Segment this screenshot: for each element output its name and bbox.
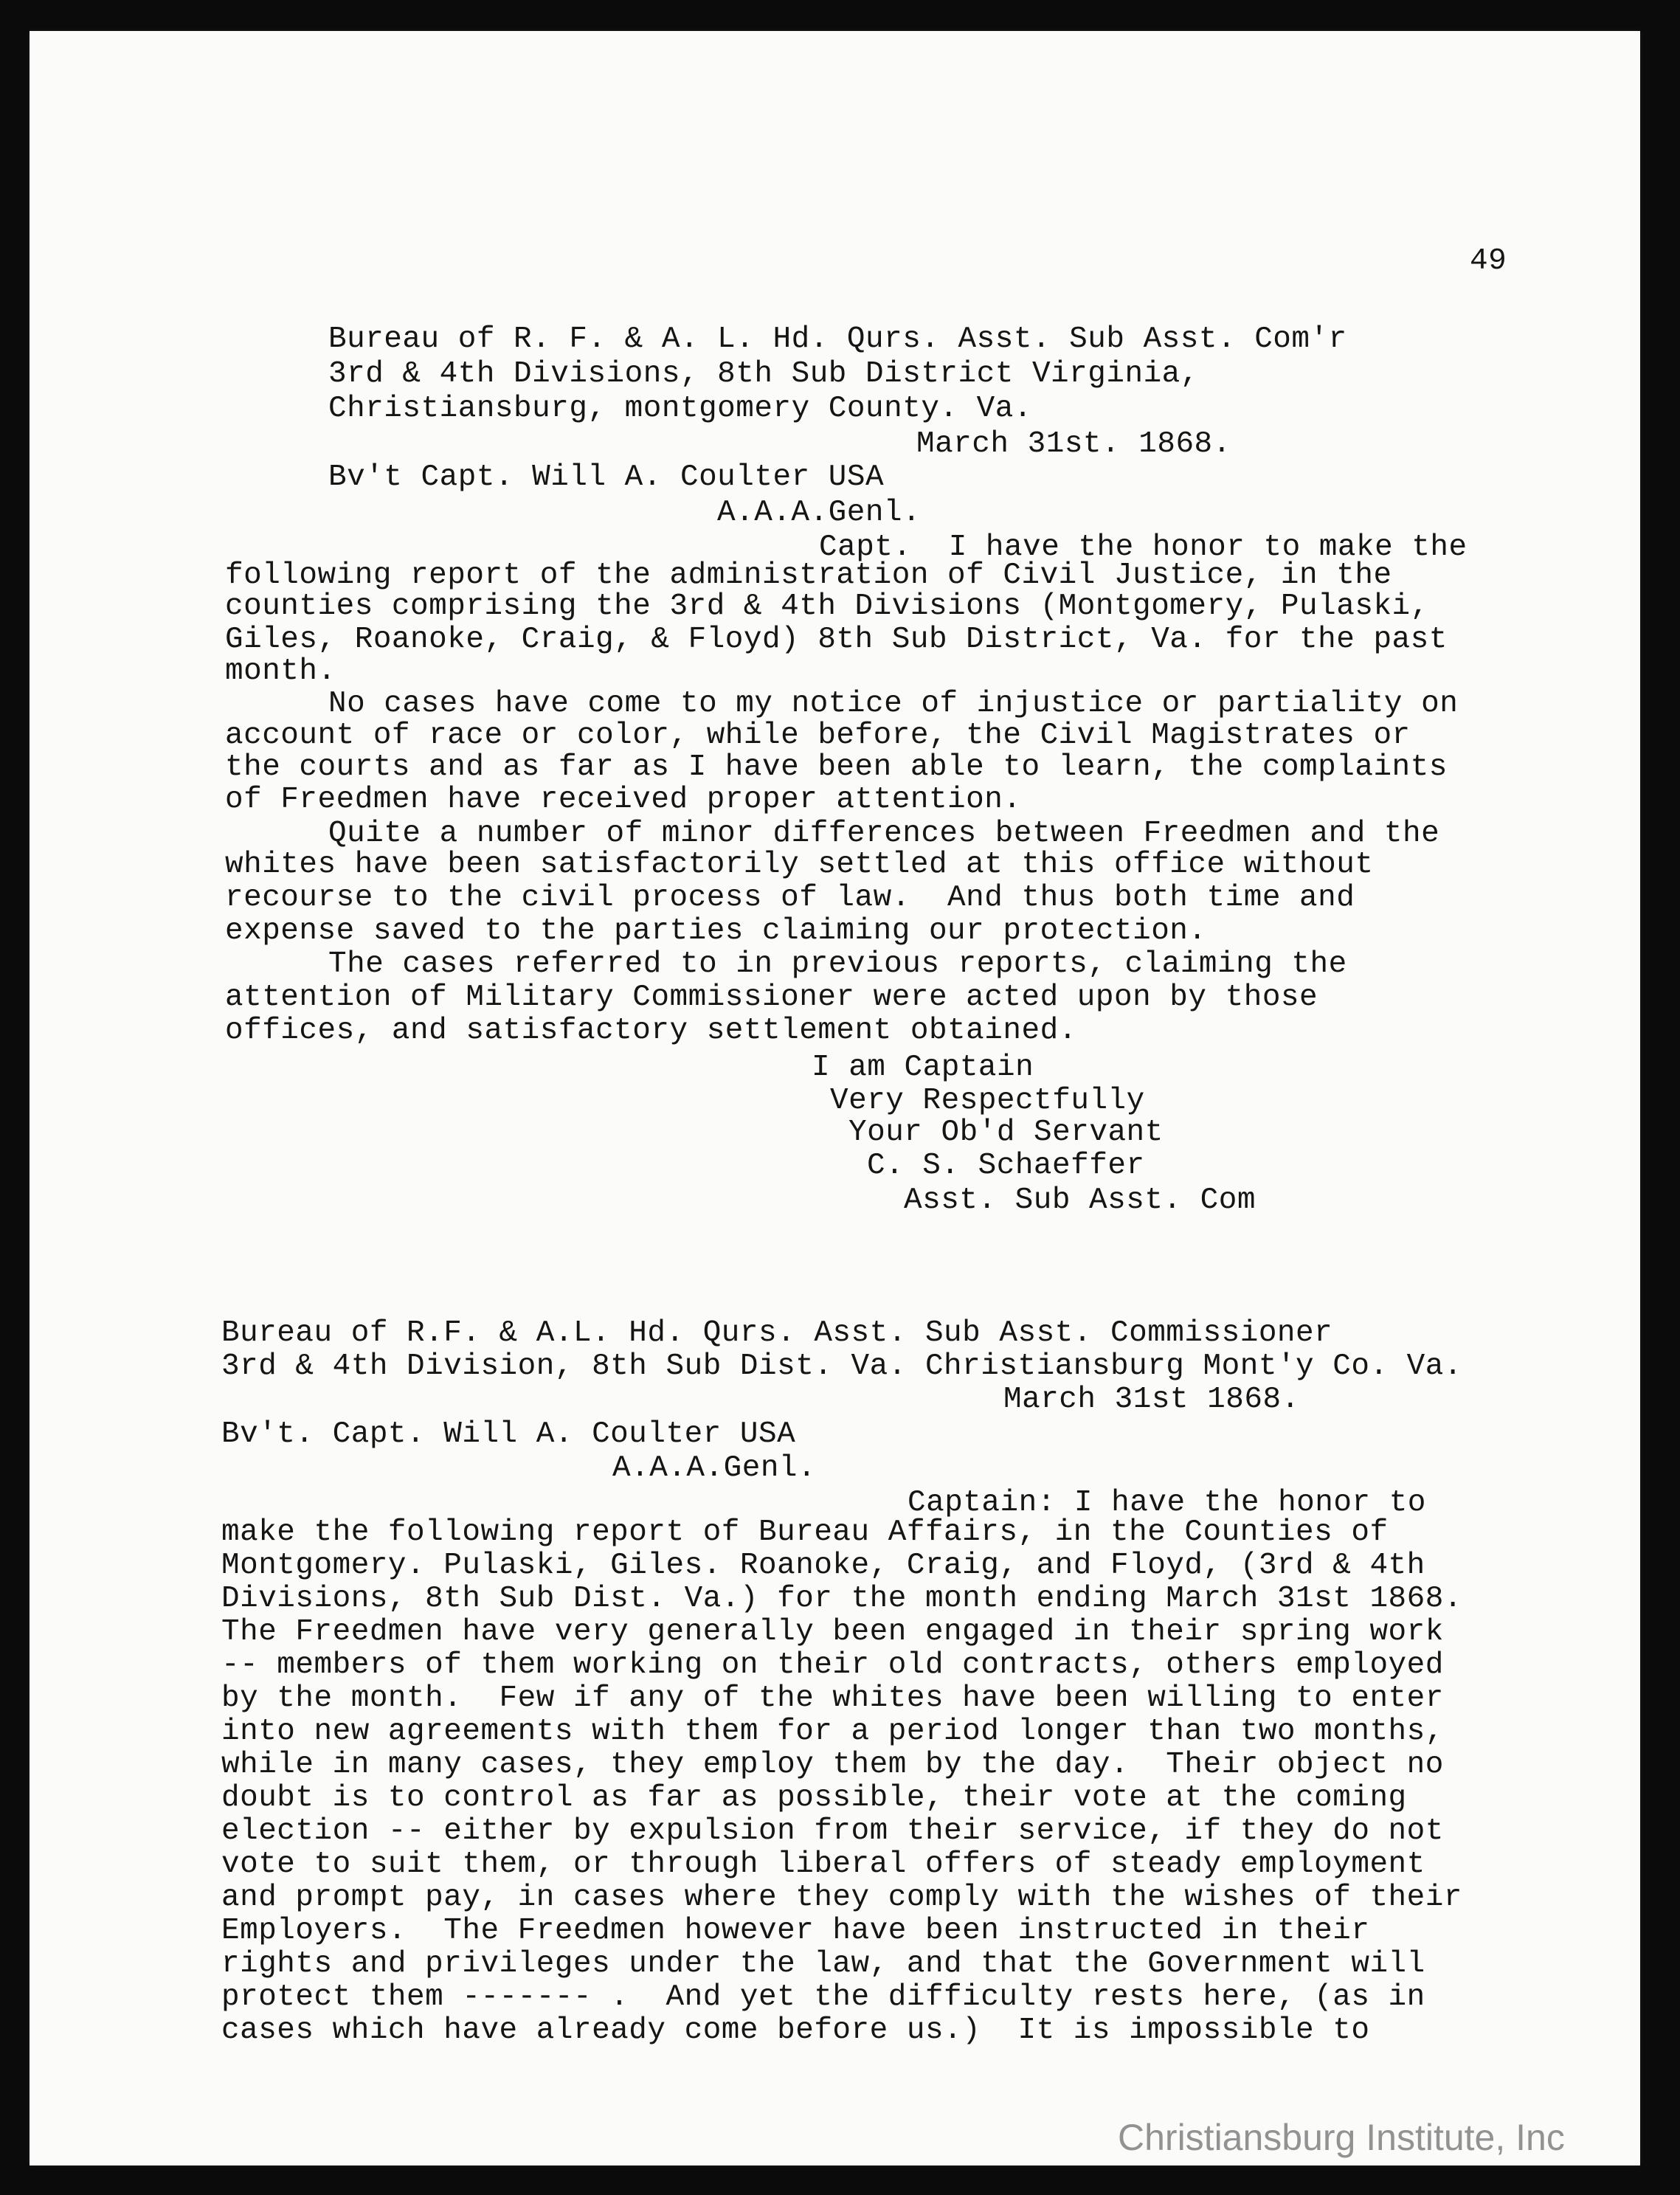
typewritten-text [30,31,1640,2165]
letter-2-body-line: Captain: I have the honor to [908,1486,1426,1520]
letter-1-addressee: Bv't Capt. Will A. Coulter USA [328,460,885,494]
letter-1-body-line: of Freedmen have received proper attention. [225,783,1022,817]
letter-1-body-line: expense saved to the parties claiming our protection. [225,914,1207,948]
archive-watermark: Christiansburg Institute, Inc [1118,2117,1565,2158]
document-page [30,31,1640,2165]
letter-1-addressee-title: A.A.A.Genl. [717,496,922,530]
letter-1-body-line: whites have been satisfactorily settled at this office without [225,848,1374,882]
letter-1-body-line: following report of the administration of Civil Justice, in the [225,559,1392,592]
letter-1-body-line: Capt. I have the honor to make the [819,530,1468,564]
letter-1-signatory-title: Asst. Sub Asst. Com [904,1183,1256,1217]
letter-1-body-line: Quite a number of minor differences between Freedmen and the [328,817,1440,851]
letter-2-body-line: Montgomery. Pulaski, Giles. Roanoke, Craig, and Floyd, (3rd & 4th [221,1549,1425,1583]
letter-1-heading-line: Christiansburg, montgomery County. Va. [328,392,1032,426]
letter-2-heading-line: 3rd & 4th Division, 8th Sub Dist. Va. Christiansburg Mont'y Co. Va. [221,1349,1462,1383]
letter-1-body-line: offices, and satisfactory settlement obtained. [225,1014,1077,1048]
letter-1-closing-line: Very Respectfully [830,1084,1145,1118]
letter-1-closing-line: Your Ob'd Servant [848,1116,1164,1150]
letter-2-body-line: rights and privileges under the law, and that the Government will [221,1947,1425,1981]
page-number: 49 [1470,244,1507,278]
letter-1-body-line: the courts and as far as I have been able to learn, the complaints [225,750,1448,784]
letter-2-body-line: Employers. The Freedmen however have been instructed in their [221,1914,1370,1948]
letter-2-body-line: by the month. Few if any of the whites have been willing to enter [221,1681,1444,1715]
letter-2-addressee: Bv't. Capt. Will A. Coulter USA [221,1417,796,1451]
letter-1-heading-line: 3rd & 4th Divisions, 8th Sub District Virginia, [328,357,1199,391]
letter-1-date: March 31st. 1868. [916,427,1231,461]
letter-1-body-line: Giles, Roanoke, Craig, & Floyd) 8th Sub District, Va. for the past [225,623,1448,657]
letter-1-body-line: month. [225,654,336,688]
letter-1-closing-line: I am Captain [812,1051,1034,1085]
letter-1-body-line: No cases have come to my notice of injustice or partiality on [328,687,1459,721]
letter-2-body-line: Divisions, 8th Sub Dist. Va.) for the month ending March 31st 1868. [221,1582,1462,1616]
letter-1-signatory: C. S. Schaeffer [867,1149,1145,1183]
letter-2-heading-line: Bureau of R.F. & A.L. Hd. Qurs. Asst. Sub Asst. Commissioner [221,1316,1333,1350]
letter-2-body-line: The Freedmen have very generally been engaged in their spring work [221,1615,1444,1649]
letter-1-heading-line: Bureau of R. F. & A. L. Hd. Qurs. Asst. Sub Asst. Com'r [328,322,1347,356]
letter-2-date: March 31st 1868. [1003,1383,1300,1417]
letter-1-body-line: recourse to the civil process of law. And thus both time and [225,881,1355,915]
letter-2-body-line: vote to suit them, or through liberal offers of steady employment [221,1847,1425,1881]
letter-1-body-line: attention of Military Commissioner were acted upon by those [225,981,1318,1014]
letter-2-body-line: protect them ------- . And yet the difficulty rests here, (as in [221,1980,1425,2014]
letter-2-body-line: make the following report of Bureau Affairs, in the Counties of [221,1515,1389,1549]
letter-2-body-line: and prompt pay, in cases where they comply with the wishes of their [221,1881,1462,1915]
letter-1-body-line: account of race or color, while before, the Civil Magistrates or [225,719,1411,753]
letter-2-body-line: -- members of them working on their old contracts, others employed [221,1648,1444,1682]
letter-2-body-line: into new agreements with them for a period longer than two months, [221,1715,1444,1749]
letter-2-body-line: election -- either by expulsion from their service, if they do not [221,1814,1444,1848]
letter-2-body-line: while in many cases, they employ them by the day. Their object no [221,1748,1444,1782]
letter-1-body-line: The cases referred to in previous reports, claiming the [328,947,1347,981]
letter-2-body-line: doubt is to control as far as possible, their vote at the coming [221,1781,1407,1815]
letter-1-body-line: counties comprising the 3rd & 4th Divisions (Montgomery, Pulaski, [225,590,1429,623]
letter-2-addressee-title: A.A.A.Genl. [612,1451,817,1485]
letter-2-body-line: cases which have already come before us.) It is impossible to [221,2013,1370,2047]
